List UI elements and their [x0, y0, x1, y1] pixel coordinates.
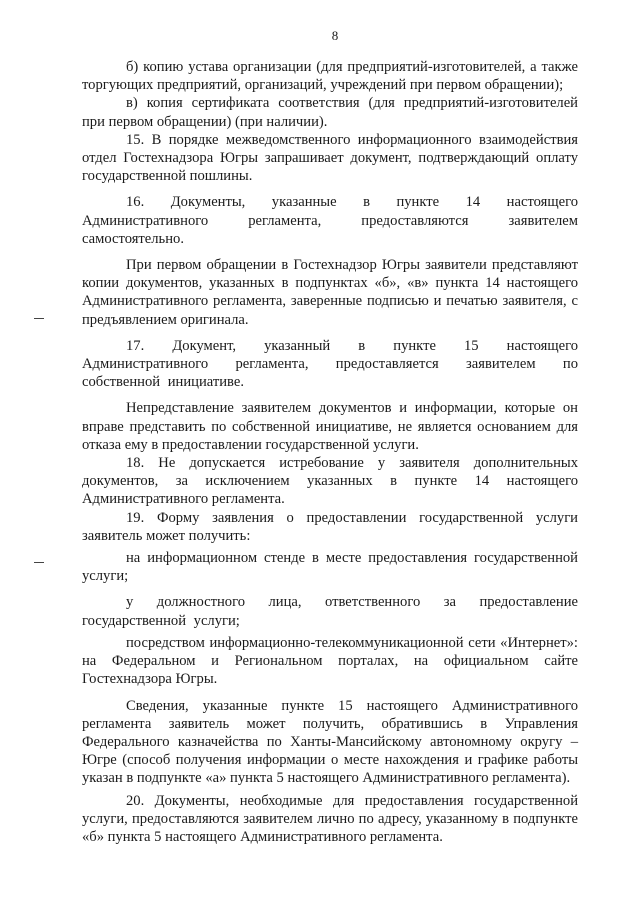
paragraph-first-appeal: При первом обращении в Гостехнадзор Югры заявители представляют копии документов, указанных в подпунктах «б», «в» пункта 14 настоящего Административного регламента, заверенные подписью и печатью заявителя, с предъявлением оригинала. — [82, 257, 578, 328]
paragraph-info-stand: на информационном стенде в месте предоставления государственной услуги; — [82, 550, 578, 585]
paragraph-19: 19. Форму заявления о предоставлении государственной услуги заявитель может получить: — [82, 509, 578, 544]
paragraph-official: у должностного лица, ответственного за предоставление государственной услуги; — [82, 594, 578, 629]
margin-scan-mark — [34, 318, 44, 319]
paragraph-internet: посредством информационно-телекоммуникационной сети «Интернет»: на Федеральном и Региональном порталах, на официальном сайте Гостехнадзора Югры. — [82, 634, 578, 688]
paragraph-17: 17. Документ, указанный в пункте 15 настоящего Административного регламента, предоставляется заявителем по собственной инициативе. — [82, 337, 578, 391]
margin-scan-mark — [34, 562, 44, 563]
document-body — [82, 58, 578, 846]
paragraph-non-submission: Непредставление заявителем документов и информации, которые он вправе представить по собственной инициативе, не является основанием для отказа ему в предоставлении государственной услуги. — [82, 400, 578, 453]
paragraph-treasury-info: Сведения, указанные пункте 15 настоящего Административного регламента заявитель может получить, обратившись в Управления Федерального казначейства по Ханты-Мансийскому автономному округу – Югре (способ получения информации о месте нахождения и графике работы указан в подпункте «а» пункта 5 настоящего Административного регламента). — [82, 697, 578, 787]
paragraph-b-charter-copy: б) копию устава организации (для предприятий-изготовителей, а также торгующих предприятий, организаций, учреждений при первом обращении); — [82, 59, 578, 94]
paragraph-18: 18. Не допускается истребование у заявителя дополнительных документов, за исключением указанных в пункте 14 настоящего Административного регламента. — [82, 455, 578, 508]
paragraph-16: 16. Документы, указанные в пункте 14 настоящего Административного регламента, предоставляются заявителем самостоятельно. — [82, 194, 578, 247]
paragraph-20: 20. Документы, необходимые для предоставления государственной услуги, предоставляются заявителем лично по адресу, указанному в подпункте «б» пункта 5 настоящего Административного регламента. — [82, 792, 578, 845]
page-number: 8 — [331, 28, 339, 43]
paragraph-15: 15. В порядке межведомственного информационного взаимодействия отдел Гостехнадзора Югры запрашивает документ, подтверждающий оплату государственной пошлины. — [82, 131, 578, 185]
paragraph-v-certificate-copy: в) копия сертификата соответствия (для предприятий-изготовителей при первом обращении) (при наличии). — [82, 95, 578, 130]
